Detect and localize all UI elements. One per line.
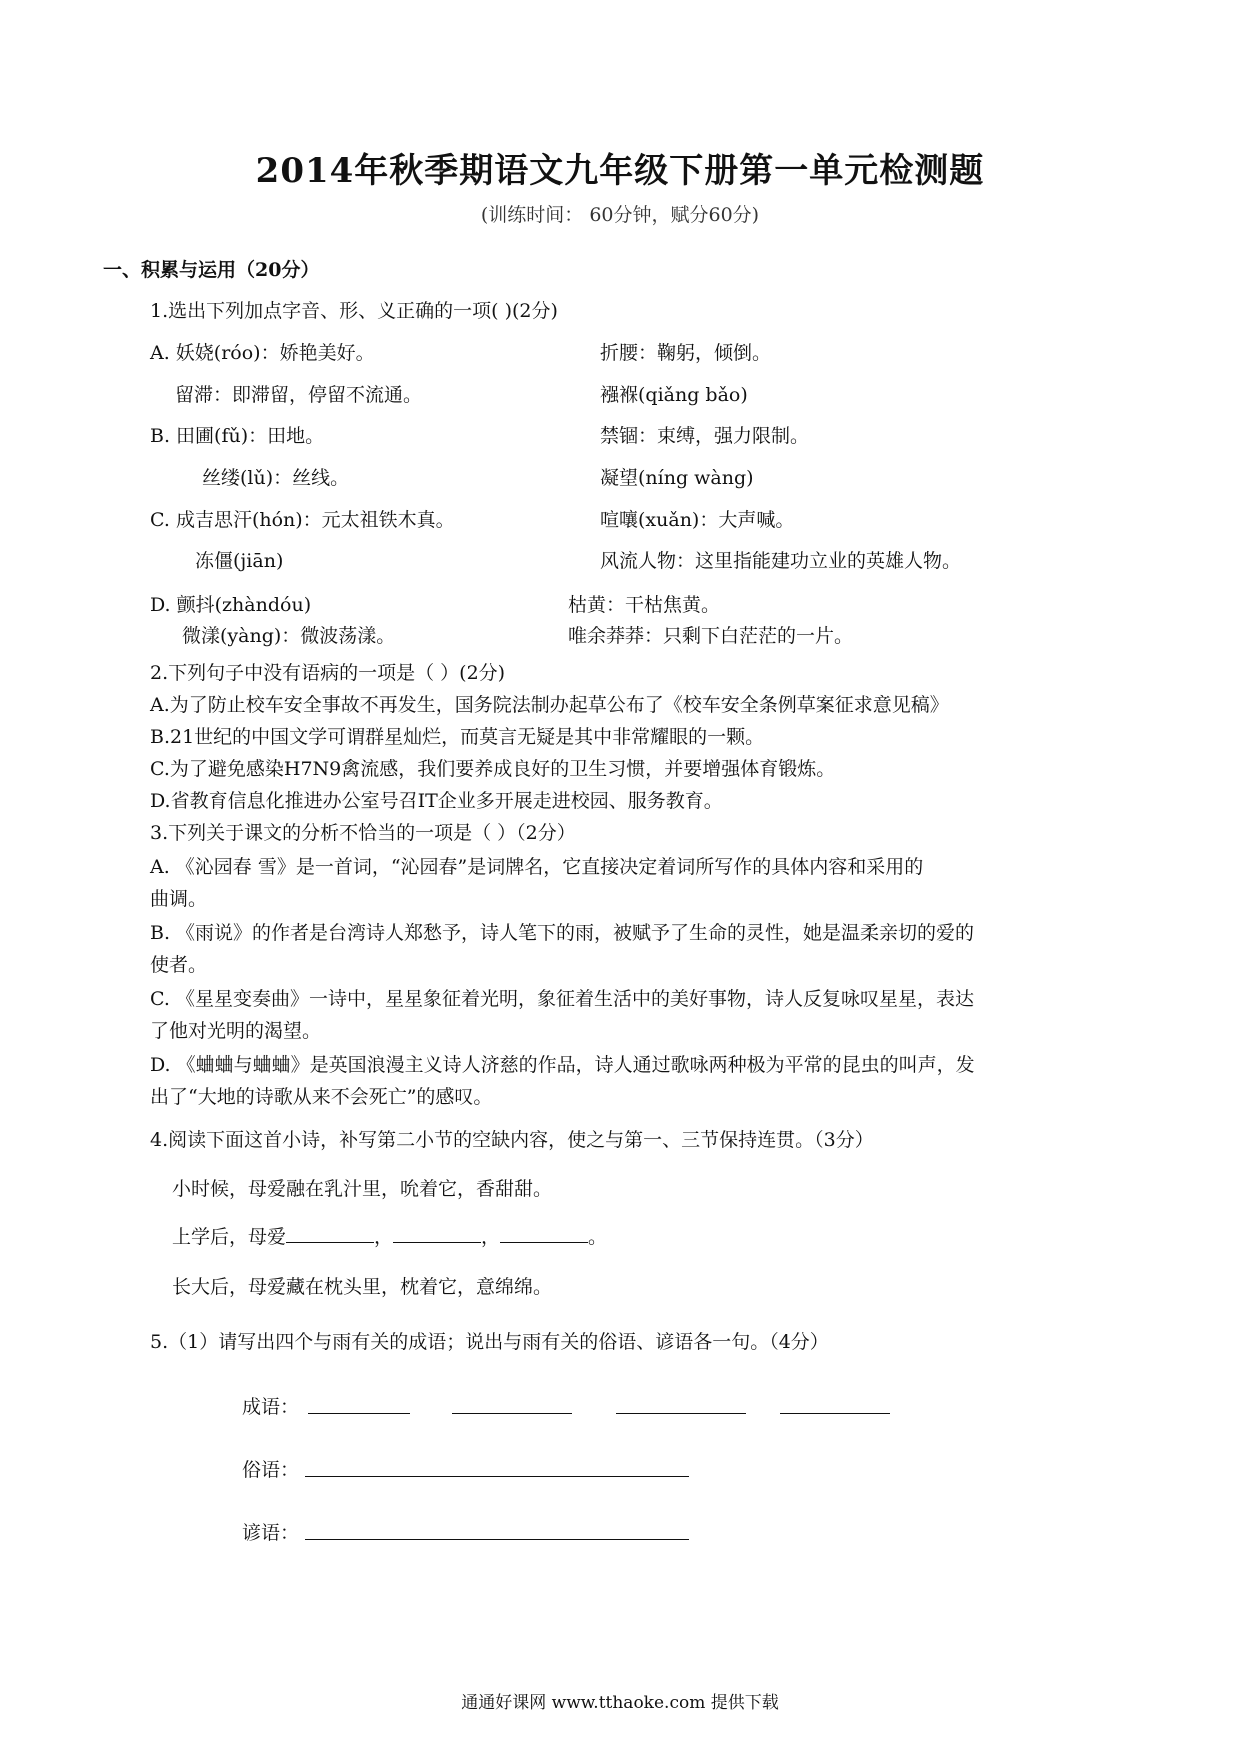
q2-option-a: A.为了防止校车安全事故不再发生，国务院法制办起草公布了《校车安全条例草案征求意见稿》 [150, 694, 949, 716]
q3-stem: 3.下列关于课文的分析不恰当的一项是（ ）（2分） [150, 822, 576, 844]
q4-separator-1: ， [374, 1226, 394, 1248]
q2-option-d: D.省教育信息化推进办公室号召IT企业多开展走进校园、服务教育。 [150, 790, 723, 812]
section-heading: 一、积累与运用（20分） [103, 259, 320, 281]
idiom-label: 成语： [242, 1396, 300, 1418]
q1-option-d2: 枯黄：干枯焦黄。 [568, 594, 721, 616]
q4-blank-1[interactable] [286, 1224, 374, 1243]
q1-option-b2: 禁锢：束缚，强力限制。 [600, 425, 810, 447]
idiom-blank-1[interactable] [308, 1413, 410, 1414]
q4-blank-2[interactable] [393, 1224, 481, 1243]
q3-option-b-cont: 使者。 [150, 954, 208, 976]
q1-option-a1: A. 妖娆(róo)：娇艳美好。 [150, 342, 375, 364]
q3-option-b: B. 《雨说》的作者是台湾诗人郑愁予，诗人笔下的雨，被赋予了生命的灵性，她是温柔亲切的爱的 [150, 922, 975, 944]
q4-poem-line-3: 长大后，母爱藏在枕头里，枕着它，意绵绵。 [172, 1276, 553, 1298]
q3-option-d-cont: 出了“大地的诗歌从来不会死亡”的感叹。 [150, 1086, 493, 1108]
q1-option-b4: 凝望(níng wàng) [600, 467, 754, 489]
q1-option-c4: 风流人物：这里指能建功立业的英雄人物。 [600, 550, 962, 572]
q3-option-d: D. 《蛐蛐与蛐蛐》是英国浪漫主义诗人济慈的作品，诗人通过歌咏两种极为平常的昆虫的叫声，发 [150, 1054, 975, 1076]
q1-option-c1: C. 成吉思汗(hón)：元太祖铁木真。 [150, 509, 455, 531]
q2-option-c: C.为了避免感染H7N9禽流感，我们要养成良好的卫生习惯，并要增强体育锻炼。 [150, 758, 836, 780]
q3-option-c-cont: 了他对光明的渴望。 [150, 1020, 322, 1042]
q1-option-d4: 唯余莽莽：只剩下白茫茫的一片。 [568, 625, 854, 647]
q1-option-a2: 折腰：鞠躬，倾倒。 [600, 342, 772, 364]
q2-stem: 2.下列句子中没有语病的一项是（ ）(2分) [150, 662, 506, 684]
page-subtitle: (训练时间： 60分钟，赋分60分) [480, 204, 760, 226]
q4-poem-line-2-prefix: 上学后，母爱 [172, 1226, 287, 1248]
q1-option-c2: 喧嚷(xuǎn)：大声喊。 [600, 509, 795, 531]
proverb-label: 谚语： [242, 1522, 300, 1544]
q4-separator-2: ， [481, 1226, 501, 1248]
q3-option-a: A. 《沁园春 雪》是一首词，“沁园春”是词牌名，它直接决定着词所写作的具体内容和采用的 [150, 856, 924, 878]
q1-option-b3: 丝缕(lǔ)：丝线。 [202, 467, 350, 489]
proverb-blank[interactable] [305, 1539, 689, 1540]
q3-option-c: C. 《星星变奏曲》一诗中，星星象征着光明，象征着生活中的美好事物，诗人反复咏叹星星，表达 [150, 988, 974, 1010]
idiom-blank-4[interactable] [780, 1413, 890, 1414]
q5-stem: 5.（1）请写出四个与雨有关的成语；说出与雨有关的俗语、谚语各一句。（4分） [150, 1331, 829, 1353]
q4-blank-3[interactable] [500, 1224, 588, 1243]
q4-end-mark: 。 [588, 1226, 608, 1248]
page-title: 2014年秋季期语文九年级下册第一单元检测题 [255, 151, 985, 191]
idiom-blank-3[interactable] [616, 1413, 746, 1414]
q2-option-b: B.21世纪的中国文学可谓群星灿烂，而莫言无疑是其中非常耀眼的一颗。 [150, 726, 765, 748]
idiom-blank-2[interactable] [452, 1413, 572, 1414]
q1-option-a4: 襁褓(qiǎng bǎo) [600, 384, 748, 406]
q4-poem-line-1: 小时候，母爱融在乳汁里，吮着它，香甜甜。 [172, 1178, 553, 1200]
saying-blank[interactable] [305, 1476, 689, 1477]
q1-option-b1: B. 田圃(fǔ)：田地。 [150, 425, 325, 447]
q3-option-a-cont: 曲调。 [150, 888, 208, 910]
q1-stem: 1.选出下列加点字音、形、义正确的一项( )(2分) [150, 300, 558, 322]
footer-credit: 通通好课网 www.tthaoke.com 提供下载 [461, 1693, 779, 1713]
q1-option-c3: 冻僵(jiān) [195, 550, 284, 572]
q1-option-d3: 微漾(yàng)：微波荡漾。 [182, 625, 396, 647]
q1-option-a3: 留滞：即滞留，停留不流通。 [175, 384, 423, 406]
q1-option-d1: D. 颤抖(zhàndóu) [150, 594, 312, 616]
q4-poem-line-2 [172, 1222, 607, 1249]
saying-label: 俗语： [242, 1459, 300, 1481]
q4-stem: 4.阅读下面这首小诗，补写第二小节的空缺内容，使之与第一、三节保持连贯。（3分） [150, 1129, 874, 1151]
